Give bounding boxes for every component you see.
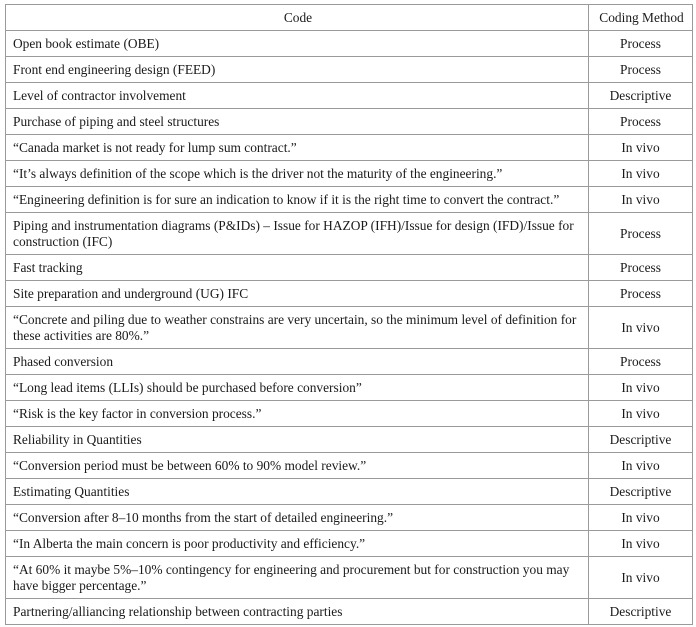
table-row (6, 307, 693, 349)
table-row (6, 479, 693, 505)
coding-method-cell: Process (589, 57, 693, 83)
code-cell: “Canada market is not ready for lump sum contract.” (6, 135, 589, 161)
coding-method-cell: In vivo (589, 531, 693, 557)
code-cell: “Conversion after 8–10 months from the start of detailed engineering.” (6, 505, 589, 531)
coding-method-cell: Descriptive (589, 599, 693, 625)
coding-method-cell: In vivo (589, 505, 693, 531)
table-row (6, 401, 693, 427)
coding-method-cell: Process (589, 109, 693, 135)
coding-method-column-header: Coding Method (589, 5, 693, 31)
code-cell: Phased conversion (6, 349, 589, 375)
table-row (6, 349, 693, 375)
code-cell: “Conversion period must be between 60% to 90% model review.” (6, 453, 589, 479)
table-row (6, 187, 693, 213)
code-cell: Partnering/alliancing relationship between contracting parties (6, 599, 589, 625)
code-cell: “Long lead items (LLIs) should be purchased before conversion” (6, 375, 589, 401)
code-cell: “Engineering definition is for sure an indication to know if it is the right time to convert the contract.” (6, 187, 589, 213)
coding-method-cell: In vivo (589, 135, 693, 161)
table-body (6, 31, 693, 625)
code-column-header: Code (6, 5, 589, 31)
table-row (6, 161, 693, 187)
code-cell: Fast tracking (6, 255, 589, 281)
code-cell: “At 60% it maybe 5%–10% contingency for engineering and procurement but for construction you may have bigger percentage.” (6, 557, 589, 599)
coding-method-cell: In vivo (589, 161, 693, 187)
coding-method-cell: In vivo (589, 187, 693, 213)
coding-method-cell: Process (589, 255, 693, 281)
table-row (6, 213, 693, 255)
coding-method-cell: In vivo (589, 557, 693, 599)
code-cell: Open book estimate (OBE) (6, 31, 589, 57)
code-cell: “It’s always definition of the scope which is the driver not the maturity of the engineering.” (6, 161, 589, 187)
coding-method-cell: Process (589, 213, 693, 255)
code-cell: Purchase of piping and steel structures (6, 109, 589, 135)
coding-table (5, 4, 693, 625)
table-row (6, 375, 693, 401)
coding-method-cell: Process (589, 349, 693, 375)
coding-method-cell: In vivo (589, 401, 693, 427)
table-row (6, 83, 693, 109)
coding-method-cell: Descriptive (589, 479, 693, 505)
table-row (6, 557, 693, 599)
code-cell: Front end engineering design (FEED) (6, 57, 589, 83)
code-cell: Level of contractor involvement (6, 83, 589, 109)
table-row (6, 453, 693, 479)
table-row (6, 427, 693, 453)
table-row (6, 135, 693, 161)
table-row (6, 505, 693, 531)
table-row (6, 57, 693, 83)
code-cell: Reliability in Quantities (6, 427, 589, 453)
table-row (6, 255, 693, 281)
table-row (6, 281, 693, 307)
header-row (6, 5, 693, 31)
coding-method-cell: Process (589, 281, 693, 307)
coding-method-cell: Descriptive (589, 427, 693, 453)
coding-method-cell: In vivo (589, 307, 693, 349)
code-cell: “Risk is the key factor in conversion process.” (6, 401, 589, 427)
coding-method-cell: Process (589, 31, 693, 57)
table-header (6, 5, 693, 31)
table-row (6, 531, 693, 557)
code-cell: Site preparation and underground (UG) IFC (6, 281, 589, 307)
coding-method-cell: In vivo (589, 375, 693, 401)
code-cell: “Concrete and piling due to weather constrains are very uncertain, so the minimum level of definition for these activities are 80%.” (6, 307, 589, 349)
code-cell: Piping and instrumentation diagrams (P&IDs) – Issue for HAZOP (IFH)/Issue for design (IFD)/Issue for construction (IFC) (6, 213, 589, 255)
table-row (6, 109, 693, 135)
table-row (6, 31, 693, 57)
code-cell: Estimating Quantities (6, 479, 589, 505)
table-row (6, 599, 693, 625)
coding-method-cell: In vivo (589, 453, 693, 479)
coding-method-cell: Descriptive (589, 83, 693, 109)
code-cell: “In Alberta the main concern is poor productivity and efficiency.” (6, 531, 589, 557)
